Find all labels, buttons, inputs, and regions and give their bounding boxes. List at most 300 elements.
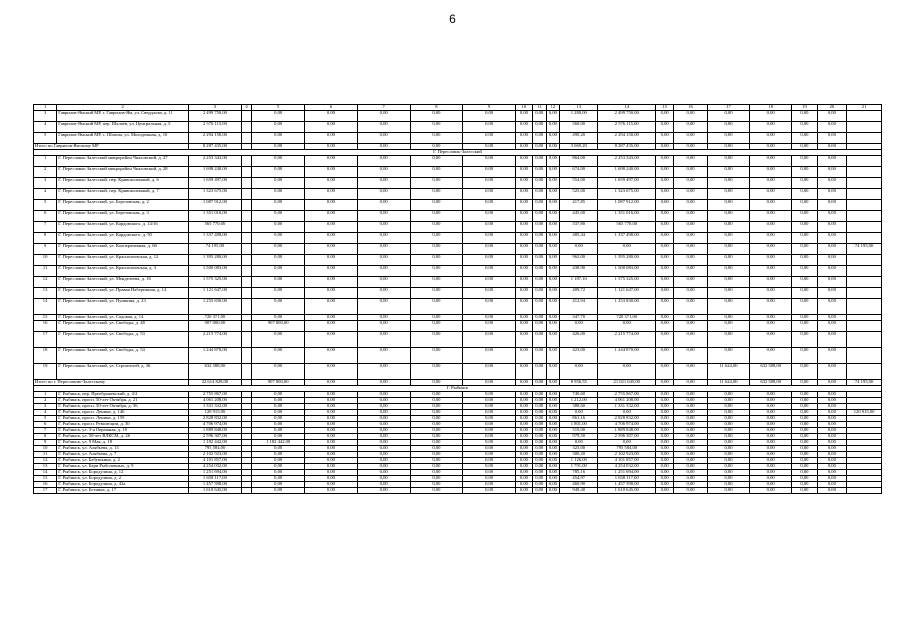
- table-cell: 3 069,20: [560, 144, 598, 150]
- table-cell: 0,00: [463, 446, 516, 452]
- table-cell: 0,00: [656, 364, 674, 380]
- table-cell: 0,00: [792, 299, 817, 315]
- table-cell: 795 584,00: [189, 446, 242, 452]
- table-cell: 0,00: [252, 470, 305, 476]
- table-cell: 0,00: [410, 470, 463, 476]
- table-cell: 0,00: [357, 422, 410, 428]
- table-cell: 0,00: [305, 364, 358, 380]
- table-cell: 0,00: [707, 211, 749, 222]
- row-number: 4: [34, 410, 57, 416]
- table-cell: 0,00: [750, 422, 792, 428]
- table-cell: 0,00: [817, 332, 847, 348]
- table-cell: 0,00: [750, 189, 792, 200]
- table-cell: 0,00: [463, 315, 516, 321]
- table-cell: 1 331 332,00: [189, 404, 242, 410]
- table-cell: 2 215 774,00: [189, 332, 242, 348]
- table-cell: 1 121 647,00: [189, 288, 242, 299]
- table-cell: 0,00: [410, 288, 463, 299]
- table-cell: 0,00: [305, 446, 358, 452]
- address-cell: Г. Рыбинск, ул. Бари Рыболовных, д. 9: [57, 464, 189, 470]
- table-cell: 0,00: [656, 470, 674, 476]
- row-number: 13: [34, 464, 57, 470]
- table-row: [34, 288, 882, 299]
- table-cell: 0,00: [532, 315, 546, 321]
- table-cell: 0,00: [463, 189, 516, 200]
- table-row: [34, 233, 882, 244]
- table-cell: 0,00: [792, 167, 817, 178]
- table-cell: 0,00: [357, 144, 410, 150]
- table-cell: 8 287 435,00: [189, 144, 242, 150]
- table-cell: 0,00: [707, 156, 749, 167]
- table-cell: 0,00: [674, 434, 708, 440]
- table-cell: 0,00: [532, 428, 546, 434]
- table-cell: 0,00: [674, 156, 708, 167]
- table-cell: 0,00: [410, 488, 463, 494]
- table-cell: 0,00: [532, 178, 546, 189]
- table-cell: 0,00: [463, 398, 516, 404]
- table-cell: 0,00: [410, 440, 463, 446]
- table-cell: 0,00: [674, 211, 708, 222]
- table-cell: 0,00: [515, 244, 532, 255]
- table-cell: 4 061 208,00: [189, 398, 242, 404]
- row-number: 10: [34, 446, 57, 452]
- address-cell: Г. Рыбинск, ул. 9 Мая, д. 18: [57, 440, 189, 446]
- table-cell: 0,00: [252, 122, 305, 133]
- table-cell: 0,00: [546, 122, 560, 133]
- table-cell: 0,00: [305, 321, 358, 332]
- table-cell: 0,00: [707, 222, 749, 233]
- table-cell: 0,00: [305, 122, 358, 133]
- table-cell: 0,00: [750, 428, 792, 434]
- table-cell: 0,00: [532, 222, 546, 233]
- table-cell: 1 244 870,00: [189, 348, 242, 364]
- address-cell: Г. Переславль-Залесский микрорайон Чкаловский, д. 28: [57, 167, 189, 178]
- table-cell: [847, 122, 882, 133]
- address-cell: Г. Переславль-Залесский, ул. Кооперативная, д. 66: [57, 244, 189, 255]
- table-cell: 0,00: [817, 476, 847, 482]
- table-cell: 0,00: [707, 200, 749, 211]
- total-label: Итого по г. Переславлю-Залесскому: [34, 380, 189, 386]
- table-cell: 0,00: [817, 178, 847, 189]
- table-cell: 0,00: [305, 189, 358, 200]
- table-cell: 0,00: [546, 404, 560, 410]
- table-cell: 0,00: [707, 178, 749, 189]
- table-cell: 0,00: [515, 380, 532, 386]
- table-cell: 0,00: [463, 452, 516, 458]
- table-cell: 0,00: [305, 348, 358, 364]
- table-row: [34, 178, 882, 189]
- table-cell: 0,00: [305, 144, 358, 150]
- table-cell: 426,00: [560, 332, 598, 348]
- table-cell: 720 371,00: [189, 315, 242, 321]
- address-cell: Г. Рыбинск, пер. Преображенский, д. 4/2: [57, 392, 189, 398]
- table-cell: 0,00: [674, 200, 708, 211]
- table-cell: 0,00: [410, 133, 463, 144]
- table-cell: 554,00: [560, 178, 598, 189]
- table-cell: 0,00: [532, 446, 546, 452]
- table-cell: [241, 266, 252, 277]
- table-cell: 0,00: [463, 434, 516, 440]
- table-cell: [241, 332, 252, 348]
- table-cell: 485,44: [560, 233, 598, 244]
- table-cell: 0,00: [707, 410, 749, 416]
- table-cell: 0,00: [707, 422, 749, 428]
- table-cell: 0,00: [305, 255, 358, 266]
- table-cell: 0,00: [792, 233, 817, 244]
- table-cell: 0,00: [252, 446, 305, 452]
- table-cell: 0,00: [707, 255, 749, 266]
- table-cell: 0,00: [656, 464, 674, 470]
- table-cell: 0,00: [532, 167, 546, 178]
- table-cell: 347,70: [560, 315, 598, 321]
- table-cell: 0,00: [410, 222, 463, 233]
- table-cell: 0,00: [515, 222, 532, 233]
- table-cell: 0,00: [305, 133, 358, 144]
- table-cell: 4 101 857,00: [598, 458, 656, 464]
- table-cell: 0,00: [357, 189, 410, 200]
- address-cell: Гаврилов-Ямский МР, г. Гаврилов-Ям, ул. Свердлова, д. 11: [57, 111, 189, 122]
- table-cell: 0,00: [546, 364, 560, 380]
- table-cell: 0,00: [817, 288, 847, 299]
- table-cell: 0,00: [817, 255, 847, 266]
- column-number: 3: [189, 105, 242, 111]
- table-cell: 1 889 848,00: [189, 428, 242, 434]
- table-cell: 0,00: [674, 428, 708, 434]
- table-cell: 0,00: [305, 156, 358, 167]
- section-heading: Г. Переславль-Залесский: [34, 150, 882, 156]
- table-cell: 2 755 867,00: [189, 392, 242, 398]
- table-cell: 0,00: [560, 244, 598, 255]
- table-cell: 0,00: [792, 440, 817, 446]
- table-cell: 0,00: [674, 446, 708, 452]
- table-cell: 0,00: [707, 464, 749, 470]
- table-cell: 0,00: [707, 144, 749, 150]
- table-row: [34, 321, 882, 332]
- table-cell: 0,00: [305, 440, 358, 446]
- table-cell: 0,00: [546, 410, 560, 416]
- table-cell: 0,00: [817, 404, 847, 410]
- address-cell: Г. Рыбинск, ул. Бабушкина, д. 2: [57, 458, 189, 464]
- table-cell: 0,00: [792, 111, 817, 122]
- row-number: 12: [34, 277, 57, 288]
- table-cell: 0,00: [674, 111, 708, 122]
- table-cell: 1 244 870,00: [598, 348, 656, 364]
- table-cell: 0,00: [463, 122, 516, 133]
- table-cell: 0,00: [305, 434, 358, 440]
- table-cell: 0,00: [546, 332, 560, 348]
- table-cell: 0,00: [656, 458, 674, 464]
- address-cell: Г. Рыбинск, просп. 50-лет Октября, д. 21: [57, 398, 189, 404]
- table-row: [34, 189, 882, 200]
- table-cell: 0,00: [357, 452, 410, 458]
- table-cell: 0,00: [305, 488, 358, 494]
- table-cell: 0,00: [410, 476, 463, 482]
- row-number: 8: [34, 233, 57, 244]
- table-cell: 864,00: [560, 156, 598, 167]
- page-number: 6: [449, 12, 456, 26]
- table-cell: 560,00: [560, 122, 598, 133]
- table-cell: 0,00: [674, 464, 708, 470]
- table-cell: 0,00: [674, 470, 708, 476]
- table-cell: 2 294 150,00: [189, 133, 242, 144]
- table-cell: 0,00: [750, 446, 792, 452]
- table-cell: 0,00: [515, 410, 532, 416]
- table-cell: 0,00: [463, 488, 516, 494]
- table-cell: 0,00: [792, 315, 817, 321]
- table-cell: 0,00: [532, 200, 546, 211]
- table-cell: 0,00: [410, 422, 463, 428]
- table-cell: 0,00: [546, 144, 560, 150]
- table-cell: 0,00: [792, 476, 817, 482]
- table-cell: 0,00: [515, 133, 532, 144]
- table-cell: 409,72: [560, 288, 598, 299]
- table-cell: 0,00: [357, 392, 410, 398]
- table-cell: 0,00: [792, 434, 817, 440]
- table-cell: 0,00: [707, 277, 749, 288]
- table-cell: 1 253 830,00: [598, 299, 656, 315]
- table-cell: 0,00: [546, 266, 560, 277]
- table-cell: 0,00: [252, 200, 305, 211]
- table-cell: 0,00: [656, 428, 674, 434]
- row-number: 5: [34, 416, 57, 422]
- table-cell: 0,00: [532, 288, 546, 299]
- table-cell: 0,00: [707, 458, 749, 464]
- table-cell: 0,00: [410, 332, 463, 348]
- table-cell: 0,00: [656, 416, 674, 422]
- table-cell: 0,00: [357, 178, 410, 189]
- table-row: [34, 111, 882, 122]
- table-cell: [241, 364, 252, 380]
- table-cell: 0,00: [532, 122, 546, 133]
- table-cell: 907 000,00: [252, 380, 305, 386]
- table-cell: 0,00: [515, 122, 532, 133]
- table-cell: 0,00: [532, 244, 546, 255]
- table-cell: 2 253 343,00: [189, 156, 242, 167]
- table-cell: 0,00: [750, 452, 792, 458]
- table-cell: [847, 222, 882, 233]
- table-cell: 0,00: [515, 189, 532, 200]
- table-cell: 0,00: [817, 277, 847, 288]
- table-cell: 0,00: [410, 315, 463, 321]
- table-cell: 0,00: [792, 222, 817, 233]
- table-cell: 0,00: [357, 244, 410, 255]
- row-number: 5: [34, 200, 57, 211]
- table-cell: 0,00: [792, 446, 817, 452]
- table-cell: 0,00: [463, 222, 516, 233]
- table-cell: 0,00: [656, 440, 674, 446]
- table-cell: 0,00: [357, 111, 410, 122]
- table-cell: 0,00: [817, 488, 847, 494]
- table-cell: 0,00: [357, 222, 410, 233]
- table-cell: 0,00: [707, 446, 749, 452]
- table-cell: 0,00: [750, 111, 792, 122]
- row-number: 15: [34, 476, 57, 482]
- table-cell: 0,00: [546, 299, 560, 315]
- row-number: 3: [34, 178, 57, 189]
- table-cell: 0,00: [674, 133, 708, 144]
- table-cell: 417,85: [560, 200, 598, 211]
- table-cell: 0,00: [546, 470, 560, 476]
- table-cell: 0,00: [546, 233, 560, 244]
- table-cell: 0,00: [357, 410, 410, 416]
- table-cell: 0,00: [357, 476, 410, 482]
- table-cell: 0,00: [546, 458, 560, 464]
- table-cell: 0,00: [252, 244, 305, 255]
- table-cell: 0,00: [463, 458, 516, 464]
- table-cell: 445,00: [560, 211, 598, 222]
- table-cell: 1 500 083,00: [598, 266, 656, 277]
- table-cell: 0,00: [674, 233, 708, 244]
- table-cell: 0,00: [410, 211, 463, 222]
- table-cell: 0,00: [817, 422, 847, 428]
- table-cell: [241, 189, 252, 200]
- table-cell: 1 351 016,00: [189, 211, 242, 222]
- table-cell: 0,00: [357, 133, 410, 144]
- table-cell: [847, 288, 882, 299]
- table-cell: 11 624,00: [707, 380, 749, 386]
- total-label: Итого по Гаврилов-Ямскому МР: [34, 144, 189, 150]
- table-cell: 0,00: [515, 398, 532, 404]
- address-cell: Г. Переславль-Залесский, ул. Кардовского, д. 14/16: [57, 222, 189, 233]
- table-cell: 0,00: [792, 458, 817, 464]
- table-cell: 0,00: [515, 167, 532, 178]
- table-cell: 0,00: [750, 211, 792, 222]
- table-cell: 0,00: [357, 255, 410, 266]
- table-cell: 0,00: [252, 404, 305, 410]
- table-cell: 0,00: [252, 416, 305, 422]
- table-cell: [241, 222, 252, 233]
- table-cell: 2 253 343,00: [598, 156, 656, 167]
- table-cell: 0,00: [515, 211, 532, 222]
- table-cell: 0,00: [546, 315, 560, 321]
- table-cell: 0,00: [656, 321, 674, 332]
- table-cell: 0,00: [546, 189, 560, 200]
- table-cell: 0,00: [546, 156, 560, 167]
- table-cell: 0,00: [817, 222, 847, 233]
- column-number: 19: [792, 105, 817, 111]
- table-cell: 0,00: [252, 144, 305, 150]
- column-number: 6: [305, 105, 358, 111]
- table-cell: 2 102 923,00: [598, 452, 656, 458]
- table-cell: 0,00: [410, 178, 463, 189]
- table-cell: 0,00: [546, 452, 560, 458]
- table-cell: 412,94: [560, 299, 598, 315]
- table-cell: 0,00: [817, 464, 847, 470]
- table-cell: 1 698 240,00: [189, 167, 242, 178]
- table-cell: 0,00: [546, 488, 560, 494]
- table-cell: 0,00: [532, 255, 546, 266]
- address-cell: Гаврилов-Ямский МР, с. Шопша, ул. Молодежная, д. 10: [57, 133, 189, 144]
- table-cell: 0,00: [707, 398, 749, 404]
- table-cell: 0,00: [817, 380, 847, 386]
- table-cell: 2 755 867,00: [598, 392, 656, 398]
- table-cell: 0,00: [546, 476, 560, 482]
- table-cell: 1 658 117,00: [598, 476, 656, 482]
- row-number: 4: [34, 189, 57, 200]
- table-cell: 0,00: [656, 200, 674, 211]
- row-number: 3: [34, 111, 57, 122]
- table-cell: 0,00: [674, 299, 708, 315]
- table-cell: 1 212,00: [560, 398, 598, 404]
- table-cell: 0,00: [357, 364, 410, 380]
- table-cell: [241, 200, 252, 211]
- table-cell: 337,80: [560, 222, 598, 233]
- column-number: 16: [674, 105, 708, 111]
- table-cell: 0,00: [792, 200, 817, 211]
- table-cell: 0,00: [656, 255, 674, 266]
- table-cell: 0,00: [305, 233, 358, 244]
- table-cell: 0,00: [792, 410, 817, 416]
- table-cell: 0,00: [532, 211, 546, 222]
- table-row: [34, 200, 882, 211]
- table-cell: 0,00: [674, 332, 708, 348]
- table-cell: 0,00: [515, 392, 532, 398]
- table-cell: 0,00: [305, 404, 358, 410]
- table-cell: 0,00: [515, 332, 532, 348]
- table-cell: 1 087 912,00: [189, 200, 242, 211]
- table-cell: 0,00: [252, 348, 305, 364]
- table-cell: 0,00: [792, 464, 817, 470]
- table-cell: 0,00: [463, 364, 516, 380]
- address-cell: Г. Рыбинск, ул. Бородулина, д. 42а: [57, 482, 189, 488]
- table-cell: 0,00: [750, 255, 792, 266]
- table-cell: 1 395 280,00: [598, 255, 656, 266]
- table-cell: 1 698 240,00: [598, 167, 656, 178]
- table-cell: 0,00: [792, 133, 817, 144]
- table-cell: 0,00: [532, 321, 546, 332]
- table-cell: 0,00: [598, 364, 656, 380]
- table-cell: 0,00: [750, 144, 792, 150]
- table-cell: 0,00: [546, 464, 560, 470]
- table-cell: 0,00: [750, 222, 792, 233]
- table-cell: 0,00: [674, 144, 708, 150]
- table-cell: 0,00: [305, 222, 358, 233]
- table-cell: 0,00: [252, 299, 305, 315]
- table-cell: 0,00: [515, 428, 532, 434]
- table-cell: 4 254 032,00: [189, 464, 242, 470]
- table-cell: 0,00: [674, 404, 708, 410]
- table-cell: 0,00: [546, 416, 560, 422]
- table-cell: 0,00: [792, 189, 817, 200]
- table-cell: 0,00: [707, 111, 749, 122]
- table-cell: 423,00: [560, 348, 598, 364]
- table-cell: 0,00: [410, 380, 463, 386]
- address-cell: Г. Рыбинск, ул. Бетника, д. 17: [57, 488, 189, 494]
- table-cell: 0,00: [463, 144, 516, 150]
- table-cell: 0,00: [410, 458, 463, 464]
- address-cell: Гаврилов-Ямский МР, пер. Шалаев, ул. Центральная, д. 5: [57, 122, 189, 133]
- table-cell: 0,00: [674, 348, 708, 364]
- table-cell: 0,00: [463, 348, 516, 364]
- column-number: 9: [463, 105, 516, 111]
- table-cell: 1 659 497,00: [189, 178, 242, 189]
- address-cell: Г. Рыбинск, ул. 50-лет ВЛКСМ, д. 26: [57, 434, 189, 440]
- row-number: 8: [34, 434, 57, 440]
- table-cell: 0,00: [674, 288, 708, 299]
- table-cell: 0,00: [515, 464, 532, 470]
- row-number: 3: [34, 404, 57, 410]
- table-cell: 0,00: [357, 299, 410, 315]
- table-cell: 0,00: [674, 380, 708, 386]
- table-cell: 8 287 435,00: [598, 144, 656, 150]
- address-cell: Г. Переславль-Залесский, ул. Березовская, д. 3: [57, 211, 189, 222]
- table-cell: 0,00: [817, 144, 847, 150]
- table-cell: 0,00: [817, 233, 847, 244]
- table-cell: 0,00: [532, 233, 546, 244]
- table-cell: 0,00: [252, 111, 305, 122]
- table-cell: 0,00: [515, 233, 532, 244]
- table-cell: 0,00: [305, 476, 358, 482]
